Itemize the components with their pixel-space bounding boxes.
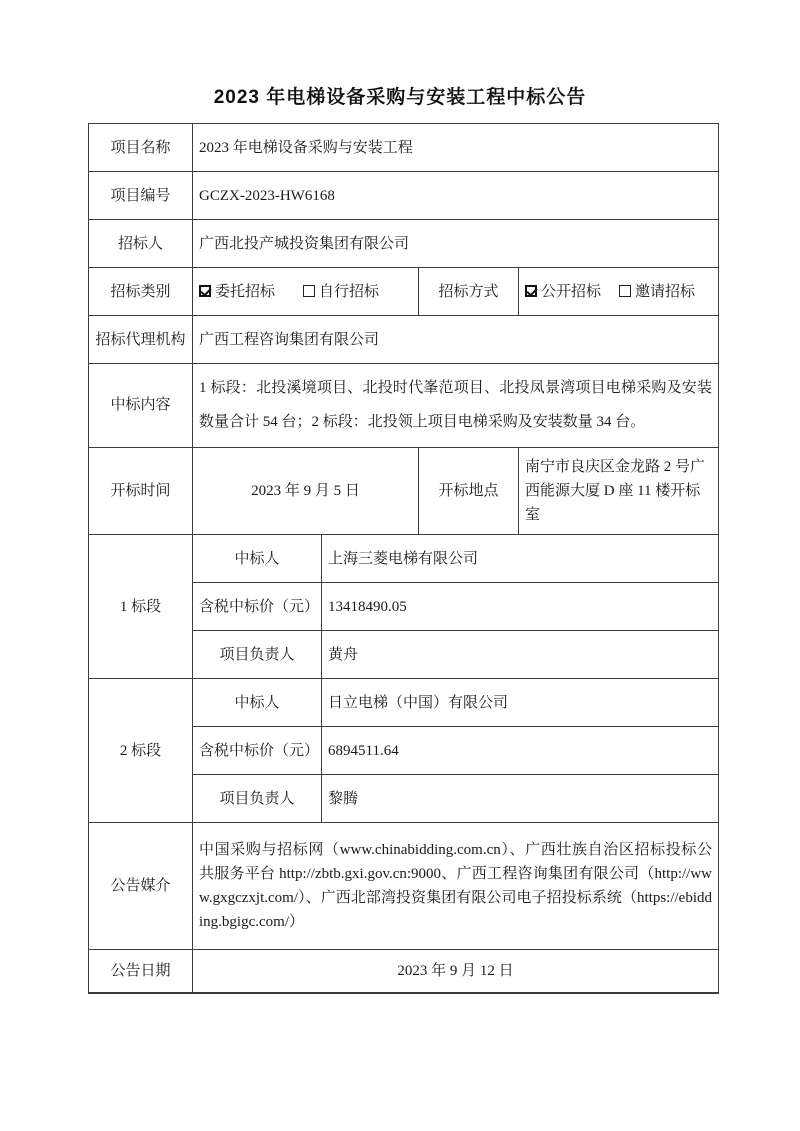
document-title: 2023 年电梯设备采购与安装工程中标公告 <box>213 87 587 108</box>
bid-opening-place-value: 南宁市良庆区金龙路 2 号广西能源大厦 D 座 11 楼开标室 <box>519 448 719 535</box>
award-content-label: 中标内容 <box>89 364 193 448</box>
section1-price-value: 13418490.05 <box>322 583 719 631</box>
row-section2-winner <box>89 679 719 727</box>
announcement-date-value: 2023 年 9 月 12 日 <box>193 950 719 994</box>
section2-price-label: 含税中标价（元） <box>193 727 322 775</box>
row-award-content <box>89 364 719 448</box>
option-entrusted-tender <box>199 280 275 304</box>
agency-value: 广西工程咨询集团有限公司 <box>193 316 719 364</box>
bid-opening-time-label: 开标时间 <box>89 448 193 535</box>
project-name-label: 项目名称 <box>89 124 193 172</box>
checked-checkbox-icon <box>525 285 537 297</box>
section1-name: 1 标段 <box>89 535 193 679</box>
tenderer-value: 广西北投产城投资集团有限公司 <box>193 220 719 268</box>
section1-manager-label: 项目负责人 <box>193 631 322 679</box>
bid-opening-time-value: 2023 年 9 月 5 日 <box>193 448 419 535</box>
section1-winner-label: 中标人 <box>193 535 322 583</box>
option-open-tender <box>525 284 601 300</box>
section2-price-value: 6894511.64 <box>322 727 719 775</box>
announcement-media-label: 公告媒介 <box>89 823 193 950</box>
project-number-label: 项目编号 <box>89 172 193 220</box>
row-section1-winner <box>89 535 719 583</box>
section1-manager-value: 黄舟 <box>322 631 719 679</box>
checked-checkbox-icon <box>199 285 211 297</box>
bid-opening-place-label: 开标地点 <box>419 448 519 535</box>
row-bid-opening <box>89 448 719 535</box>
tender-method-label: 招标方式 <box>419 268 519 316</box>
option-label: 公开招标 <box>541 283 602 300</box>
project-name-value: 2023 年电梯设备采购与安装工程 <box>193 124 719 172</box>
section2-winner-value: 日立电梯（中国）有限公司 <box>322 679 719 727</box>
section1-winner-value: 上海三菱电梯有限公司 <box>322 535 719 583</box>
section2-winner-label: 中标人 <box>193 679 322 727</box>
unchecked-checkbox-icon <box>303 285 315 297</box>
tender-method-options <box>519 268 719 316</box>
tenderer-label: 招标人 <box>89 220 193 268</box>
agency-label: 招标代理机构 <box>89 316 193 364</box>
tender-category-options <box>193 268 419 316</box>
announcement-table <box>88 123 719 994</box>
section2-manager-value: 黎腾 <box>322 775 719 823</box>
award-content-value: 1 标段：北投溪境项目、北投时代峯范项目、北投凤景湾项目电梯采购及安装数量合计 54 台；2 标段：北投领上项目电梯采购及安装数量 34 台。 <box>193 364 719 448</box>
option-self-tender <box>303 280 379 304</box>
tender-category-label: 招标类别 <box>89 268 193 316</box>
announcement-media-value: 中国采购与招标网（www.chinabidding.com.cn）、广西壮族自治区招标投标公共服务平台 http://zbtb.gxi.gov.cn:9000、广西工程咨询集团有限公司（http://www.gxgczxjt.com/）、广西北部湾投资集团有限公司电子招投标系统（https://ebidding.bgigc.com/） <box>193 823 719 950</box>
unchecked-checkbox-icon <box>619 285 631 297</box>
row-project-number <box>89 172 719 220</box>
row-announcement-date <box>89 950 719 994</box>
row-tenderer <box>89 220 719 268</box>
row-project-name <box>89 124 719 172</box>
row-tender-category <box>89 268 719 316</box>
option-invited-tender <box>619 284 695 300</box>
row-agency <box>89 316 719 364</box>
section1-price-label: 含税中标价（元） <box>193 583 322 631</box>
announcement-date-label: 公告日期 <box>89 950 193 994</box>
section2-manager-label: 项目负责人 <box>193 775 322 823</box>
row-announcement-media <box>89 823 719 950</box>
section2-name: 2 标段 <box>89 679 193 823</box>
option-label: 邀请招标 <box>635 283 696 300</box>
option-label: 委托招标 <box>215 283 276 300</box>
project-number-value: GCZX-2023-HW6168 <box>193 172 719 220</box>
option-label: 自行招标 <box>319 283 380 300</box>
